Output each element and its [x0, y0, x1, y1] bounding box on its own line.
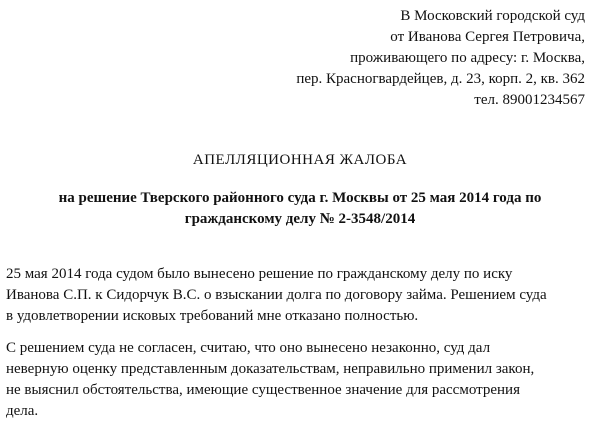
body-paragraph-2 — [6, 338, 596, 422]
addressee-block — [296, 6, 585, 111]
paragraph-line: дела. — [6, 403, 39, 419]
paragraph-line: Иванова С.П. к Сидорчук В.С. о взыскании долга по договору займа. Решением суда — [6, 287, 547, 303]
addressee-street: пер. Красногвардейцев, д. 23, корп. 2, кв. 362 — [296, 71, 585, 87]
paragraph-line: в удовлетворении исковых требований мне отказано полностью. — [6, 308, 419, 324]
addressee-residence: проживающего по адресу: г. Москва, — [350, 50, 585, 66]
subtitle-line: гражданскому делу № 2-3548/2014 — [184, 211, 416, 227]
document-title: АПЕЛЛЯЦИОННАЯ ЖАЛОБА — [192, 152, 408, 168]
paragraph-line: 25 мая 2014 года судом было вынесено решение по гражданскому делу по иску — [6, 266, 513, 282]
paragraph-line: не выяснил обстоятельства, имеющие существенное значение для рассмотрения — [6, 382, 520, 398]
addressee-court: В Московский городской суд — [400, 8, 585, 24]
addressee-sender: от Иванова Сергея Петровича, — [390, 29, 585, 45]
addressee-phone: тел. 89001234567 — [474, 92, 585, 108]
body-paragraph-1 — [6, 264, 596, 327]
paragraph-line: неверную оценку представленным доказательствам, неправильно применил закон, — [6, 361, 535, 377]
document-subtitle — [0, 188, 600, 230]
paragraph-line: С решением суда не согласен, считаю, что оно вынесено незаконно, суд дал — [6, 340, 491, 356]
subtitle-line: на решение Тверского районного суда г. Москвы от 25 мая 2014 года по — [58, 190, 542, 206]
